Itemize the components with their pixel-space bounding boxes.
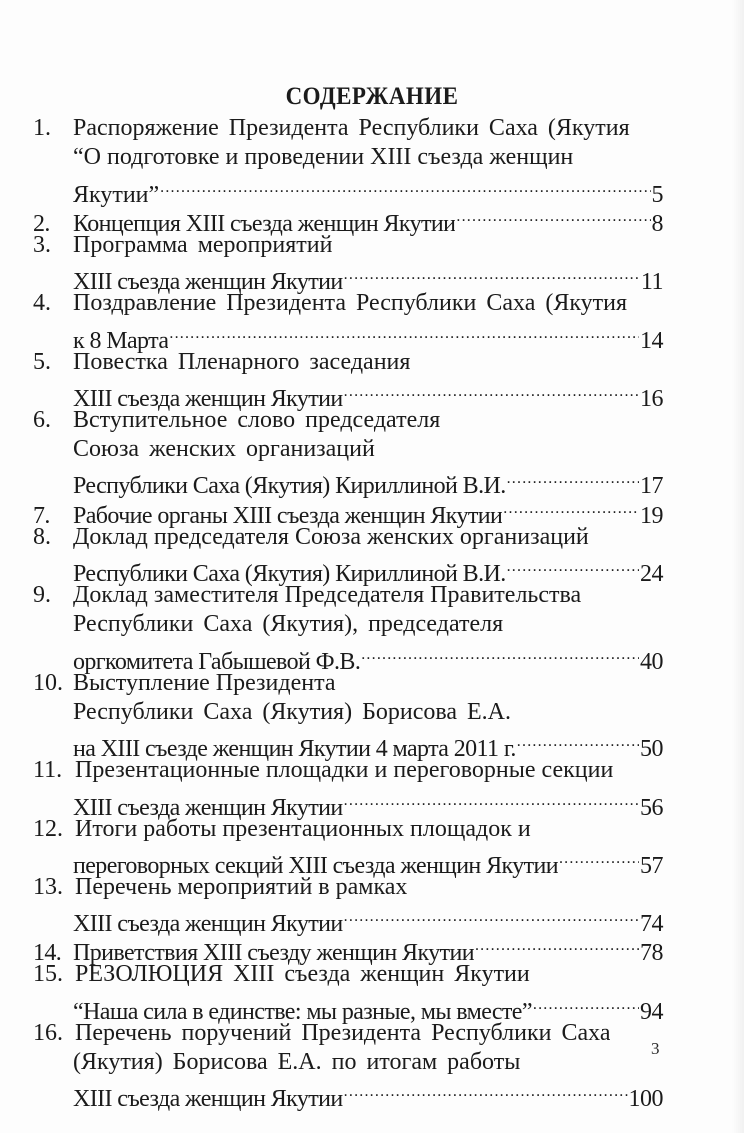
entry-number: 14. <box>33 940 62 967</box>
toc-line <box>33 844 663 879</box>
toc-line <box>33 143 663 172</box>
toc-line <box>33 960 663 989</box>
toc-line <box>33 318 663 354</box>
entry-page-number: 16 <box>640 385 663 412</box>
entry-page-number: 11 <box>640 269 663 296</box>
entry-page-number: 56 <box>640 794 663 821</box>
dot-leader <box>475 931 639 960</box>
toc-line <box>33 523 663 552</box>
dot-leader <box>503 493 639 522</box>
entry-text: Якутии” <box>73 181 160 208</box>
entry-text: Республики Саха (Якутия) Борисова Е.А. <box>73 698 512 725</box>
toc-line <box>33 260 663 296</box>
toc-entry-3 <box>33 231 663 296</box>
toc-entry-6 <box>33 406 663 500</box>
entry-text: Итоги работы презентационных площадок и <box>75 815 531 842</box>
entry-text: Перечень поручений Президента Республики Саха <box>75 1019 611 1046</box>
entry-number: 6. <box>33 406 51 433</box>
toc-line <box>33 902 663 938</box>
document-title: СОДЕРЖАНИЕ <box>285 82 459 110</box>
toc-line <box>33 669 663 698</box>
dot-leader <box>160 172 650 201</box>
page-number: 3 <box>651 1039 660 1058</box>
entry-page-number: 78 <box>640 940 663 967</box>
toc-line <box>33 639 663 675</box>
dot-leader <box>533 990 639 1019</box>
toc-line <box>33 727 663 763</box>
toc-entry-13 <box>33 873 663 938</box>
toc-entry-5 <box>33 348 663 412</box>
entry-text: “Наша сила в единстве: мы разные, мы вместе” <box>73 998 532 1025</box>
entry-text: Рабочие органы XIII съезда женщин Якутии <box>73 502 503 529</box>
toc-entry-11 <box>33 756 663 821</box>
entry-text: Программа мероприятий <box>73 231 333 258</box>
entry-text: XIII съезда женщин Якутии <box>73 269 343 296</box>
dot-leader <box>169 318 639 347</box>
entry-number: 11. <box>33 757 63 784</box>
toc-entry-14 <box>33 931 663 967</box>
toc-line <box>33 377 663 412</box>
entry-page-number: 100 <box>628 1086 663 1113</box>
entry-number: 3. <box>33 231 51 258</box>
dot-leader <box>344 260 640 289</box>
entry-text: (Якутия) Борисова Е.А. по итогам работы <box>73 1049 521 1075</box>
entry-text: Концепция XIII съезда женщин Якутии <box>73 210 456 237</box>
entry-text: Доклад заместителя Председателя Правительства <box>73 582 582 608</box>
entry-page-number: 50 <box>640 736 663 763</box>
toc-line <box>33 114 663 143</box>
dot-leader <box>344 902 639 931</box>
dot-leader <box>344 1077 628 1106</box>
toc-entry-1 <box>33 114 663 208</box>
dot-leader <box>559 844 639 873</box>
toc-line <box>33 815 663 844</box>
entry-text: Повестка Пленарного заседания <box>73 348 411 375</box>
entry-number: 12. <box>33 815 63 842</box>
entry-text: XIII съезда женщин Якутии <box>73 794 343 821</box>
entry-number: 5. <box>33 348 51 375</box>
entry-number: 16. <box>33 1019 63 1046</box>
dot-leader <box>344 785 639 814</box>
toc-line <box>33 552 663 587</box>
dot-leader <box>344 377 639 406</box>
toc-line <box>33 1048 663 1077</box>
entry-page-number: 24 <box>640 561 663 587</box>
entry-text: Республики Саха (Якутия), председателя <box>73 611 504 638</box>
toc-line <box>33 698 663 727</box>
toc-line <box>33 406 663 435</box>
entry-number: 8. <box>33 523 51 550</box>
toc-entry-12 <box>33 815 663 879</box>
toc-entry-7 <box>33 493 663 529</box>
toc-line <box>33 435 663 464</box>
entry-number: 15. <box>33 961 63 988</box>
toc-line <box>33 756 663 785</box>
entry-text: РЕЗОЛЮЦИЯ XIII съезда женщин Якутии <box>75 961 530 988</box>
entry-text: Союза женских организаций <box>73 436 375 463</box>
toc-line <box>33 231 663 260</box>
toc-line <box>33 873 663 902</box>
toc-line <box>33 931 663 967</box>
entry-number: 10. <box>33 669 63 696</box>
entry-text: оргкомитета Габышевой Ф.В. <box>73 648 361 675</box>
entry-page-number: 19 <box>640 502 663 529</box>
entry-page-number: 17 <box>640 473 663 500</box>
entry-page-number: 74 <box>640 911 663 938</box>
toc-line <box>33 1019 663 1048</box>
entry-page-number: 40 <box>640 648 663 675</box>
entry-text: Вступительное слово председателя <box>73 406 441 433</box>
entry-text: XIII съезда женщин Якутии <box>73 1086 343 1113</box>
entry-text: на XIII съезде женщин Якутии 4 марта 2011 г. <box>73 736 516 763</box>
entry-text: Презентационные площадки и переговорные секции <box>75 757 614 784</box>
toc-line <box>33 202 663 237</box>
toc-line <box>33 348 663 377</box>
entry-text: Республики Саха (Якутия) Кириллиной В.И. <box>73 561 506 587</box>
toc-line <box>33 581 663 610</box>
entry-text: переговорных секций XIII съезда женщин Якутии <box>73 852 558 879</box>
toc-line <box>33 289 663 318</box>
entry-text: XIII съезда женщин Якутии <box>73 911 343 938</box>
entry-page-number: 94 <box>640 998 663 1025</box>
entry-page-number: 57 <box>640 852 663 879</box>
entry-text: “О подготовке и проведении XIII съезда женщин <box>73 144 574 171</box>
entry-page-number: 14 <box>640 327 663 354</box>
toc-line <box>33 990 663 1025</box>
toc-entry-8 <box>33 523 663 587</box>
entry-text: Перечень мероприятий в рамках <box>75 873 408 900</box>
toc-entry-9 <box>33 581 663 675</box>
entry-text: Поздравление Президента Республики Саха (Якутия <box>73 290 628 317</box>
entry-page-number: 5 <box>651 181 663 208</box>
toc-entry-2 <box>33 202 663 237</box>
dot-leader <box>507 552 639 581</box>
dot-leader <box>456 202 650 231</box>
dot-leader <box>517 727 639 756</box>
toc-line <box>33 610 663 639</box>
entry-text: Распоряжение Президента Республики Саха (Якутия <box>73 115 630 141</box>
entry-number: 7. <box>33 502 50 529</box>
toc-line <box>33 1077 663 1113</box>
toc-entry-4 <box>33 289 663 354</box>
toc-entry-15 <box>33 960 663 1025</box>
entry-text: Республики Саха (Якутия) Кириллиной В.И. <box>73 473 506 500</box>
dot-leader <box>507 464 639 493</box>
entry-text: XIII съезда женщин Якутии <box>73 385 343 412</box>
toc-line <box>33 493 663 529</box>
entry-text: Приветствия XIII съезду женщин Якутии <box>73 940 474 967</box>
toc-line <box>33 172 663 208</box>
page-edge-shadow <box>732 0 744 1133</box>
toc-line <box>33 785 663 821</box>
dot-leader <box>361 639 639 668</box>
entry-text: Выступление Президента <box>73 669 336 696</box>
toc-line <box>33 464 663 500</box>
entry-text: Доклад председателя Союза женских организаций <box>73 523 589 550</box>
entry-number: 13. <box>33 873 63 900</box>
toc-entry-10 <box>33 669 663 763</box>
entry-number: 4. <box>33 290 51 317</box>
entry-text: к 8 Марта <box>73 327 169 354</box>
entry-number: 2. <box>33 210 50 237</box>
entry-number: 1. <box>33 115 51 141</box>
entry-page-number: 8 <box>651 210 663 237</box>
table-of-contents <box>33 114 663 1113</box>
toc-entry-16 <box>33 1019 663 1113</box>
entry-number: 9. <box>33 582 51 608</box>
